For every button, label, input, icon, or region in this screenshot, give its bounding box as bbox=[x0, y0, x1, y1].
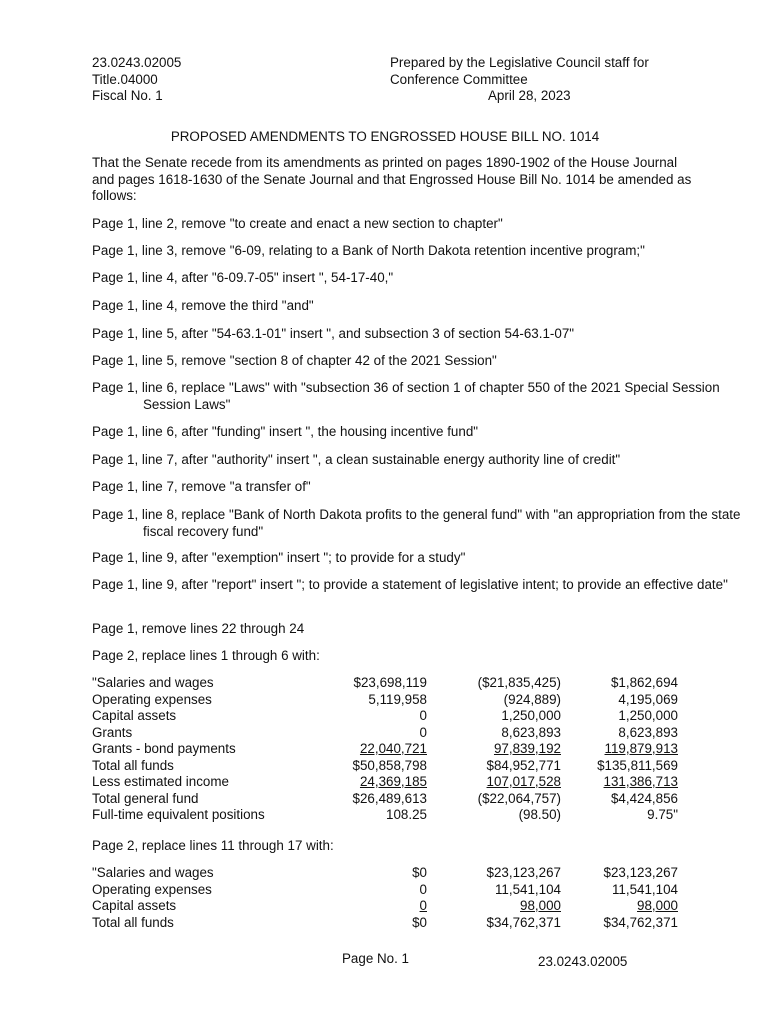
document-title: PROPOSED AMENDMENTS TO ENGROSSED HOUSE BILL NO. 1014 bbox=[170, 129, 600, 144]
adjustment-amount: 98,000 bbox=[520, 898, 561, 913]
adjustment-amount: 97,839,192 bbox=[493, 741, 561, 756]
line-item-label: Capital assets bbox=[92, 898, 177, 913]
line-item-label: Less estimated income bbox=[92, 774, 229, 789]
base-amount: 0 bbox=[419, 881, 427, 897]
amendment-item: Page 1, line 9, after "report" insert "; to provide a statement of legislative intent; to provide an effective date" bbox=[92, 577, 728, 592]
total-amount: 119,879,913 bbox=[604, 741, 678, 756]
line-item-label: Capital assets bbox=[92, 708, 177, 723]
table-row bbox=[92, 774, 678, 791]
base-amount: $50,858,798 bbox=[352, 757, 427, 773]
line-item-label: Grants - bond payments bbox=[92, 741, 236, 756]
amendment-item: Page 1, line 6, after "funding" insert ", the housing incentive fund" bbox=[92, 424, 479, 439]
total-amount: 8,623,893 bbox=[618, 724, 678, 740]
amendment-item: Page 1, line 9, after "exemption" insert "; to provide for a study" bbox=[92, 550, 466, 565]
line-item-label: Operating expenses bbox=[92, 881, 212, 897]
document-date: April 28, 2023 bbox=[488, 88, 571, 103]
line-item-label: "Salaries and wages bbox=[92, 865, 214, 880]
total-amount: 11,541,104 bbox=[611, 881, 678, 897]
amendment-item: Page 1, remove lines 22 through 24 bbox=[92, 621, 305, 636]
amendment-number: 23.0243.02005 bbox=[92, 55, 182, 70]
page-number: Page No. 1 bbox=[342, 951, 409, 966]
amendment-item: Page 1, line 7, remove "a transfer of" bbox=[92, 479, 311, 494]
prepared-by: Prepared by the Legislative Council staff for bbox=[390, 55, 649, 70]
line-item-label: Grants bbox=[92, 724, 133, 740]
adjustment-amount: (98.50) bbox=[518, 807, 561, 822]
table-row bbox=[92, 725, 678, 742]
amendment-item: Page 2, replace lines 1 through 6 with: bbox=[92, 648, 320, 663]
base-amount: 0 bbox=[419, 898, 427, 913]
adjustment-amount: ($22,064,757) bbox=[477, 790, 561, 806]
table-row bbox=[92, 692, 678, 709]
title-number: Title.04000 bbox=[92, 71, 158, 87]
table-row bbox=[92, 791, 678, 808]
adjustment-amount: ($21,835,425) bbox=[477, 675, 561, 690]
base-amount: 0 bbox=[419, 708, 427, 723]
table-row bbox=[92, 708, 678, 725]
line-item-label: Operating expenses bbox=[92, 691, 212, 707]
line-item-label: Full-time equivalent positions bbox=[92, 807, 265, 822]
total-amount: $1,862,694 bbox=[610, 675, 678, 690]
amendment-item: Page 1, line 2, remove "to create and enact a new section to chapter" bbox=[92, 216, 503, 231]
table-row bbox=[92, 758, 678, 775]
amendment-item: Page 1, line 7, after "authority" insert ", a clean sustainable energy authority line of credit" bbox=[92, 452, 621, 467]
appropriation-table-1 bbox=[92, 675, 678, 824]
amendment-item: Page 1, line 3, remove "6-09, relating to a Bank of North Dakota retention incentive program;" bbox=[92, 243, 645, 258]
amendment-item: Page 1, line 8, replace "Bank of North Dakota profits to the general fund" with "an appropriation from the state fiscal recovery fund" bbox=[92, 507, 741, 539]
base-amount: 24,369,185 bbox=[359, 774, 427, 789]
adjustment-amount: $23,123,267 bbox=[486, 865, 561, 880]
total-amount: 1,250,000 bbox=[618, 708, 678, 723]
total-amount: $135,811,569 bbox=[597, 757, 678, 773]
table-row bbox=[92, 882, 678, 899]
table-row bbox=[92, 807, 678, 824]
total-amount: 131,386,713 bbox=[603, 774, 678, 789]
amendment-item: Page 1, line 5, remove "section 8 of chapter 42 of the 2021 Session" bbox=[92, 353, 497, 368]
line-item-label: Total general fund bbox=[92, 790, 199, 806]
committee: Conference Committee bbox=[390, 71, 528, 87]
adjustment-amount: 107,017,528 bbox=[486, 774, 561, 789]
footer-document-id: 23.0243.02005 bbox=[538, 954, 628, 969]
total-amount: 9.75" bbox=[647, 807, 678, 822]
table-row bbox=[92, 915, 678, 932]
amendment-item: Page 2, replace lines 11 through 17 with: bbox=[92, 838, 334, 853]
line-item-label: Total all funds bbox=[92, 914, 174, 930]
total-amount: $34,762,371 bbox=[603, 914, 678, 930]
fiscal-number: Fiscal No. 1 bbox=[92, 88, 163, 103]
table-row bbox=[92, 741, 678, 758]
table-row bbox=[92, 865, 678, 882]
adjustment-amount: $34,762,371 bbox=[486, 914, 561, 930]
amendment-item: Page 1, line 5, after "54-63.1-01" insert ", and subsection 3 of section 54-63.1-07" bbox=[92, 326, 575, 341]
adjustment-amount: (924,889) bbox=[503, 691, 561, 707]
base-amount: 108.25 bbox=[386, 807, 427, 822]
base-amount: $23,698,119 bbox=[353, 675, 427, 690]
base-amount: 5,119,958 bbox=[368, 691, 427, 707]
total-amount: $4,424,856 bbox=[610, 790, 678, 806]
base-amount: $26,489,613 bbox=[352, 790, 427, 806]
line-item-label: Total all funds bbox=[92, 757, 174, 773]
total-amount: 98,000 bbox=[637, 898, 678, 913]
amendment-item: Page 1, line 6, replace "Laws" with "subsection 36 of section 1 of chapter 550 of the 2021 Special Session Session Laws" bbox=[92, 380, 720, 412]
line-item-label: "Salaries and wages bbox=[92, 675, 214, 690]
adjustment-amount: 1,250,000 bbox=[501, 708, 561, 723]
total-amount: 4,195,069 bbox=[618, 691, 678, 707]
appropriation-table-2 bbox=[92, 865, 678, 931]
amendment-item: Page 1, line 4, remove the third "and" bbox=[92, 298, 314, 313]
adjustment-amount: 8,623,893 bbox=[501, 724, 561, 740]
total-amount: $23,123,267 bbox=[603, 865, 678, 880]
header-left bbox=[92, 55, 181, 105]
adjustment-amount: $84,952,771 bbox=[486, 757, 561, 773]
adjustment-amount: 11,541,104 bbox=[494, 881, 561, 897]
header-right bbox=[390, 55, 649, 88]
base-amount: 0 bbox=[419, 724, 427, 740]
base-amount: $0 bbox=[412, 914, 427, 930]
table-row bbox=[92, 675, 678, 692]
intro-paragraph: That the Senate recede from its amendments as printed on pages 1890-1902 of the House Journal and pages 1618-1630 of the Senate Journal and that Engrossed House Bill No. 1014 be amended as follows: bbox=[92, 155, 692, 203]
amendment-item: Page 1, line 4, after "6-09.7-05" insert ", 54-17-40," bbox=[92, 270, 394, 285]
base-amount: $0 bbox=[412, 865, 427, 880]
table-row bbox=[92, 898, 678, 915]
base-amount: 22,040,721 bbox=[359, 741, 427, 756]
